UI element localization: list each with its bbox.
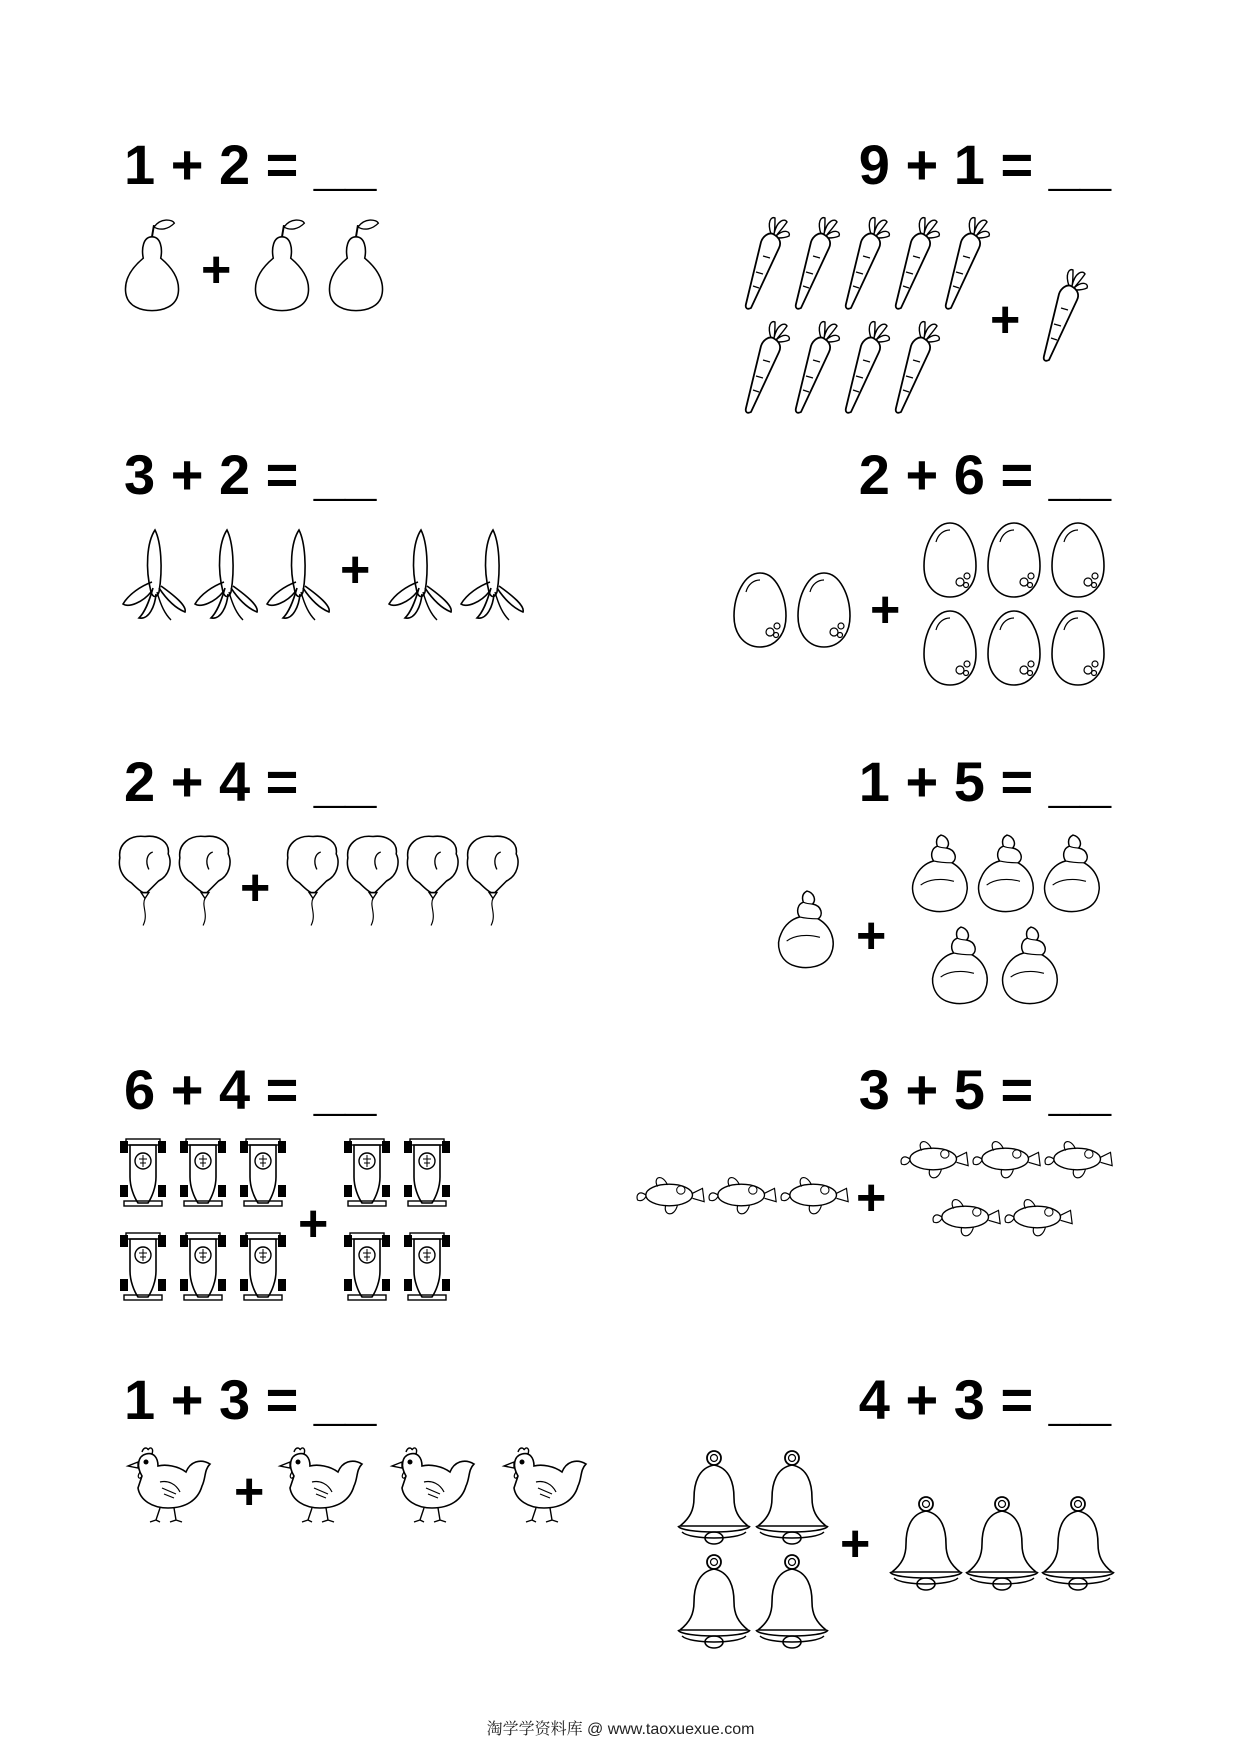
egg-icon [1048,608,1108,688]
egg-icon [984,520,1044,600]
balloon-icon [344,826,402,936]
problem-7-pictures [118,1136,478,1316]
airplane-icon [928,1192,1004,1242]
race-car-icon [342,1136,392,1208]
race-car-icon [238,1136,288,1208]
problem-9-equation: 1 + 3 = __ [124,1368,377,1431]
carrot-icon [940,212,992,312]
race-car-icon [238,1230,288,1302]
problem-8-pictures [632,1134,1132,1264]
race-car-icon [118,1136,168,1208]
egg-icon [920,520,980,600]
problem-2-pictures [740,212,1120,422]
shell-icon [970,830,1044,916]
hen-icon [492,1446,592,1526]
problem-2-equation: 9 + 1 = __ [858,133,1111,196]
airplane-icon [896,1134,972,1184]
egg-icon [794,570,854,650]
balloon-icon [176,826,234,936]
balloon-icon [464,826,522,936]
banana-icon [190,522,262,622]
carrot-icon [790,212,842,312]
egg-icon [730,570,790,650]
plus-sign: + [298,1195,329,1253]
banana-icon [262,522,334,622]
shell-icon [904,830,978,916]
airplane-icon [968,1134,1044,1184]
carrot-icon [790,316,842,416]
race-car-icon [118,1230,168,1302]
problem-9-pictures [116,1446,606,1546]
banana-icon [118,522,190,622]
shell-icon [770,886,844,972]
plus-sign: + [856,907,887,965]
pear-icon [322,214,390,314]
shell-icon [924,922,998,1008]
problem-10-equation: 4 + 3 = __ [858,1368,1111,1431]
balloon-icon [284,826,342,936]
hen-icon [380,1446,480,1526]
plus-sign: + [856,1169,887,1227]
carrot-icon [740,212,792,312]
race-car-icon [342,1230,392,1302]
problem-10-pictures [674,1448,1130,1658]
carrot-icon [840,316,892,416]
banana-icon [384,522,456,622]
problem-5-pictures [116,826,536,946]
egg-icon [920,608,980,688]
plus-sign: + [990,291,1021,349]
egg-icon [984,608,1044,688]
balloon-icon [116,826,174,936]
problem-1-equation: 1 + 2 = __ [124,133,377,196]
airplane-icon [776,1170,852,1220]
problem-1-pictures [118,210,418,330]
hen-icon [116,1446,216,1526]
bell-icon [674,1448,754,1548]
carrot-icon [1038,264,1090,364]
airplane-icon [1040,1134,1116,1184]
plus-sign: + [870,581,901,639]
airplane-icon [632,1170,708,1220]
bell-icon [674,1552,754,1652]
problem-7-equation: 6 + 4 = __ [124,1058,377,1121]
carrot-icon [890,212,942,312]
airplane-icon [704,1170,780,1220]
problem-4-equation: 2 + 6 = __ [858,443,1111,506]
bell-icon [886,1494,966,1594]
carrot-icon [740,316,792,416]
balloon-icon [404,826,462,936]
plus-sign: + [234,1463,265,1521]
problem-6-pictures [770,830,1130,1020]
banana-icon [456,522,528,622]
shell-icon [1036,830,1110,916]
bell-icon [752,1552,832,1652]
pear-icon [248,214,316,314]
bell-icon [1038,1494,1118,1594]
bell-icon [752,1448,832,1548]
race-car-icon [178,1136,228,1208]
hen-icon [268,1446,368,1526]
problem-5-equation: 2 + 4 = __ [124,750,377,813]
plus-sign: + [840,1515,871,1573]
bell-icon [962,1494,1042,1594]
egg-icon [1048,520,1108,600]
problem-4-pictures [730,520,1130,700]
airplane-icon [1000,1192,1076,1242]
problem-3-pictures [118,522,558,632]
shell-icon [994,922,1068,1008]
race-car-icon [402,1230,452,1302]
plus-sign: + [240,859,271,917]
pear-icon [118,214,186,314]
footer-watermark: 淘学学资料库 @ www.taoxuexue.com [486,1721,755,1738]
race-car-icon [402,1136,452,1208]
plus-sign: + [340,541,371,599]
problem-3-equation: 3 + 2 = __ [124,443,377,506]
plus-sign: + [201,241,232,299]
race-car-icon [178,1230,228,1302]
carrot-icon [890,316,942,416]
problem-6-equation: 1 + 5 = __ [858,750,1111,813]
problem-8-equation: 3 + 5 = __ [858,1058,1111,1121]
carrot-icon [840,212,892,312]
